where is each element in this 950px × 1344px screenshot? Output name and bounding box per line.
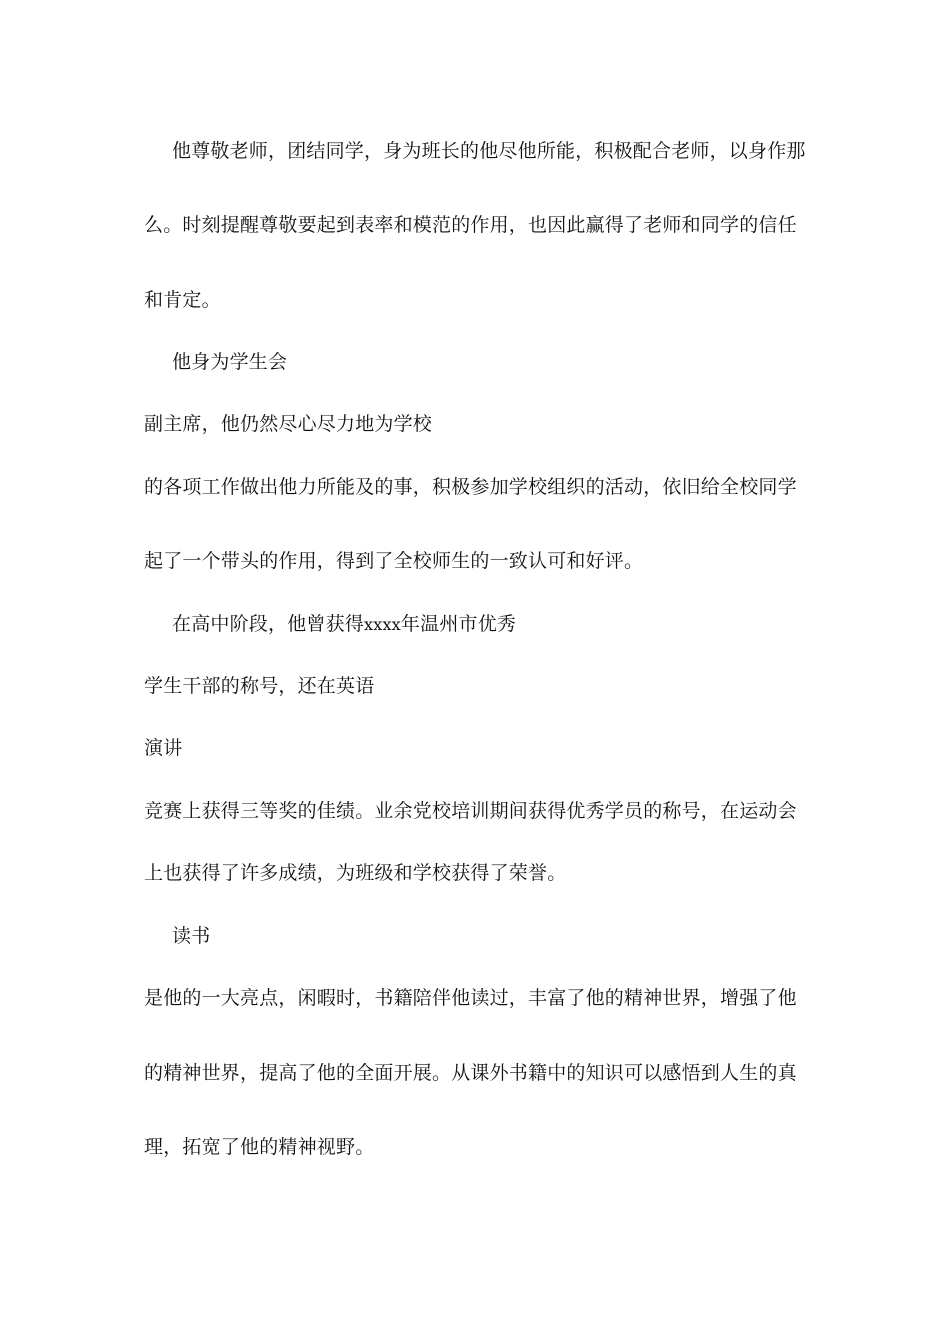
paragraph-4-line-4: 理，拓宽了他的精神视野。 bbox=[144, 1136, 375, 1158]
paragraph-3-line-3: 演讲 bbox=[144, 737, 183, 759]
paragraph-3-line-1-year: xxxx bbox=[364, 615, 401, 634]
paragraph-1-line-1: 他尊敬老师，团结同学，身为班长的他尽他所能，积极配合老师，以身作那 bbox=[172, 140, 806, 162]
paragraph-3-line-5: 上也获得了许多成绩，为班级和学校获得了荣誉。 bbox=[144, 862, 567, 884]
paragraph-4-line-1: 读书 bbox=[172, 925, 211, 947]
paragraph-2-line-3: 的各项工作做出他力所能及的事，积极参加学校组织的活动，依旧给全校同学 bbox=[144, 476, 797, 498]
paragraph-3-line-1 bbox=[172, 612, 516, 637]
paragraph-2-line-2: 副主席，他仍然尽心尽力地为学校 bbox=[144, 413, 433, 435]
paragraph-1-line-2: 么。时刻提醒尊敬要起到表率和模范的作用，也因此赢得了老师和同学的信任 bbox=[144, 214, 797, 236]
paragraph-4-line-2: 是他的一大亮点，闲暇时，书籍陪伴他读过，丰富了他的精神世界，增强了他 bbox=[144, 987, 797, 1009]
paragraph-3-line-1-after: 年温州市优秀 bbox=[400, 613, 517, 635]
paragraph-3-line-1-before: 在高中阶段，他曾获得 bbox=[172, 613, 365, 635]
paragraph-2-line-4: 起了一个带头的作用，得到了全校师生的一致认可和好评。 bbox=[144, 550, 644, 572]
paragraph-1-line-3: 和肯定。 bbox=[144, 289, 221, 311]
paragraph-3-line-2: 学生干部的称号，还在英语 bbox=[144, 675, 375, 697]
paragraph-3-line-4: 竞赛上获得三等奖的佳绩。业余党校培训期间获得优秀学员的称号，在运动会 bbox=[144, 800, 797, 822]
paragraph-4-line-3: 的精神世界，提高了他的全面开展。从课外书籍中的知识可以感悟到人生的真 bbox=[144, 1062, 797, 1084]
paragraph-2-line-1: 他身为学生会 bbox=[172, 351, 288, 373]
